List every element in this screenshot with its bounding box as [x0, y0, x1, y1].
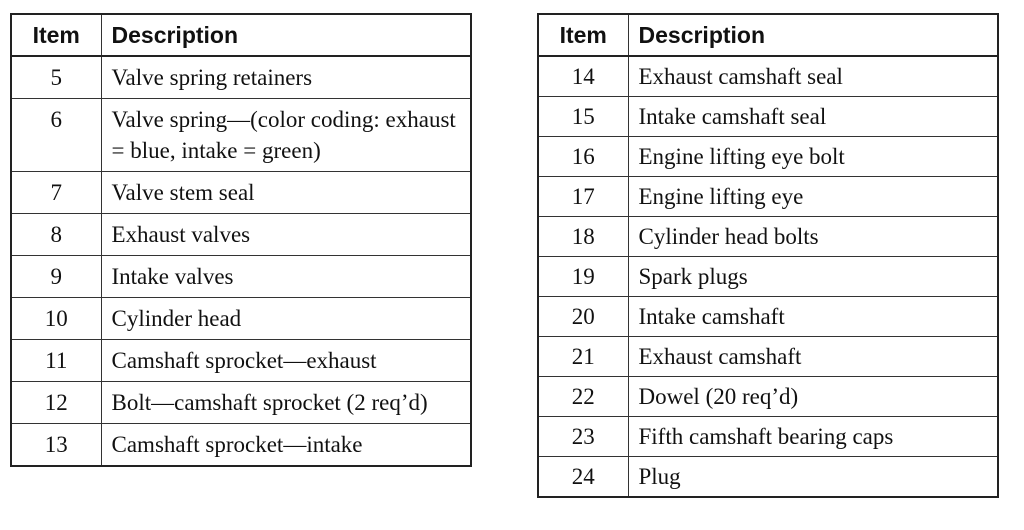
item-number: 14 [538, 56, 628, 97]
item-description: Bolt—camshaft sprocket (2 req’d) [101, 382, 471, 424]
table-row [11, 424, 471, 467]
item-number: 21 [538, 337, 628, 377]
item-description: Exhaust camshaft [628, 337, 998, 377]
table-row [538, 257, 998, 297]
table-row [11, 340, 471, 382]
item-number: 5 [11, 56, 101, 99]
item-number: 8 [11, 214, 101, 256]
table-row [538, 337, 998, 377]
item-description: Valve stem seal [101, 172, 471, 214]
table-row [11, 382, 471, 424]
item-description: Engine lifting eye bolt [628, 137, 998, 177]
parts-table-right [537, 13, 999, 498]
header-row [538, 14, 998, 56]
item-description: Plug [628, 457, 998, 498]
item-description: Fifth camshaft bearing caps [628, 417, 998, 457]
item-description: Camshaft sprocket—intake [101, 424, 471, 467]
item-number: 20 [538, 297, 628, 337]
item-description: Dowel (20 req’d) [628, 377, 998, 417]
table-row [11, 99, 471, 172]
item-number: 18 [538, 217, 628, 257]
table-row [538, 97, 998, 137]
item-description: Cylinder head bolts [628, 217, 998, 257]
table-row [538, 177, 998, 217]
item-description: Engine lifting eye [628, 177, 998, 217]
item-number: 23 [538, 417, 628, 457]
item-column-header: Item [538, 14, 628, 56]
table-row [538, 457, 998, 498]
item-description: Valve spring—(color coding: exhaust = blue, intake = green) [101, 99, 471, 172]
item-number: 10 [11, 298, 101, 340]
item-number: 9 [11, 256, 101, 298]
item-description: Exhaust camshaft seal [628, 56, 998, 97]
item-description: Intake camshaft [628, 297, 998, 337]
item-number: 24 [538, 457, 628, 498]
table-row [538, 56, 998, 97]
table-row [11, 214, 471, 256]
item-number: 15 [538, 97, 628, 137]
header-row [11, 14, 471, 56]
item-number: 13 [11, 424, 101, 467]
table-row [11, 298, 471, 340]
item-number: 22 [538, 377, 628, 417]
item-description: Cylinder head [101, 298, 471, 340]
description-column-header: Description [101, 14, 471, 56]
table-row [538, 217, 998, 257]
description-column-header: Description [628, 14, 998, 56]
table-row [538, 377, 998, 417]
table-row [538, 297, 998, 337]
parts-table-left [10, 13, 472, 467]
item-number: 17 [538, 177, 628, 217]
item-description: Spark plugs [628, 257, 998, 297]
table-row [11, 56, 471, 99]
table-row [11, 256, 471, 298]
table-row [11, 172, 471, 214]
table-row [538, 417, 998, 457]
item-number: 7 [11, 172, 101, 214]
item-description: Intake camshaft seal [628, 97, 998, 137]
item-column-header: Item [11, 14, 101, 56]
item-number: 6 [11, 99, 101, 172]
item-number: 19 [538, 257, 628, 297]
item-description: Camshaft sprocket—exhaust [101, 340, 471, 382]
item-number: 12 [11, 382, 101, 424]
table-row [538, 137, 998, 177]
item-number: 11 [11, 340, 101, 382]
item-description: Valve spring retainers [101, 56, 471, 99]
item-description: Intake valves [101, 256, 471, 298]
item-number: 16 [538, 137, 628, 177]
item-description: Exhaust valves [101, 214, 471, 256]
